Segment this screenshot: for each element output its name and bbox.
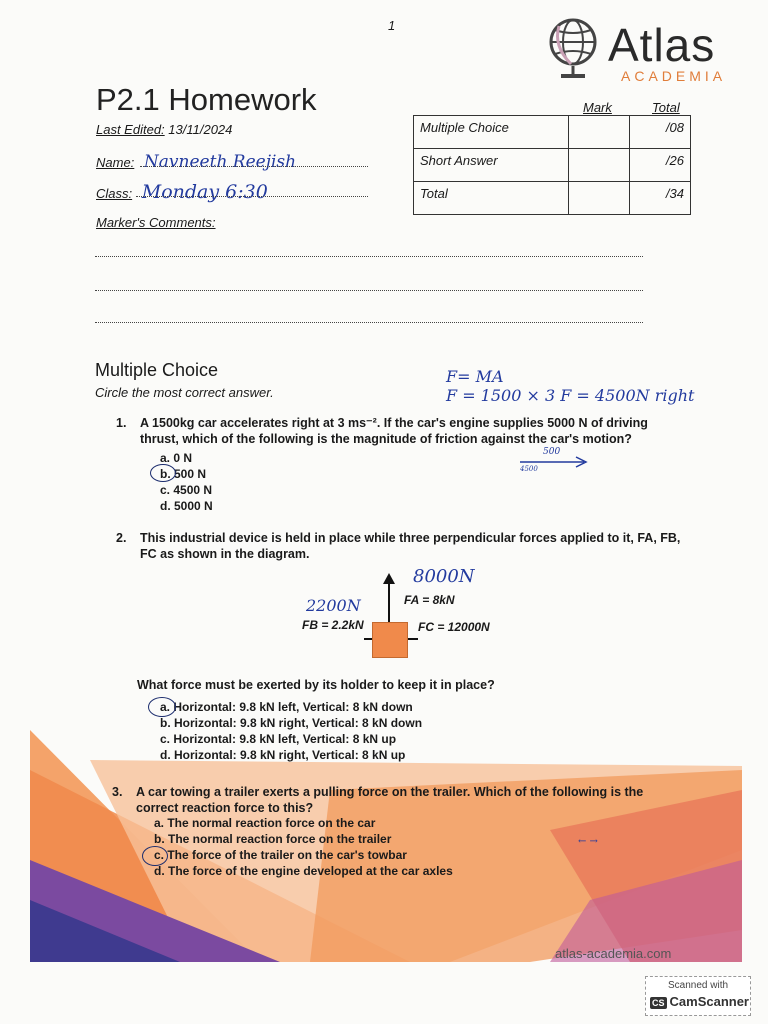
comment-line-2 xyxy=(95,290,643,291)
page-number: 1 xyxy=(388,18,396,33)
force-c-label: FC = 12000N xyxy=(418,620,490,634)
row-mark xyxy=(569,149,630,182)
answer-circle xyxy=(148,697,176,717)
force-b-label: FB = 2.2kN xyxy=(302,618,364,632)
row-total: /34 xyxy=(630,182,691,215)
last-edited-label: Last Edited: xyxy=(96,122,165,137)
atlas-logo xyxy=(545,16,745,86)
force-a-label: FA = 8kN xyxy=(404,593,455,607)
comments-label-wrap xyxy=(96,215,216,230)
answer-circle xyxy=(142,846,168,866)
name-line xyxy=(140,166,368,167)
question-2 xyxy=(116,530,691,562)
name-row xyxy=(96,152,296,172)
row-label: Total xyxy=(414,182,569,215)
footer-website[interactable]: atlas-academia.com xyxy=(555,946,672,961)
option-d[interactable]: d. 5000 N xyxy=(160,499,213,513)
camscanner-badge xyxy=(645,976,751,1016)
arrow-note-bottom: 4500 xyxy=(520,465,538,473)
page-title: P2.1 Homework xyxy=(96,82,317,117)
class-line xyxy=(136,196,368,197)
table-row xyxy=(414,149,691,182)
class-value: Monday 6:30 xyxy=(141,181,268,203)
table-row xyxy=(414,116,691,149)
question-1 xyxy=(116,415,676,447)
scanner-text: Scanned with xyxy=(668,980,729,991)
row-mark xyxy=(569,116,630,149)
question-3 xyxy=(112,784,687,816)
option-d[interactable]: d. Horizontal: 9.8 kN right, Vertical: 8 kN up xyxy=(160,748,406,762)
working-line-1: F= MA xyxy=(446,367,504,386)
option-d[interactable]: d. The force of the engine developed at the car axles xyxy=(154,864,453,878)
working-line-2: F = 1500 × 3 F = 4500N right xyxy=(446,386,695,405)
industrial-device xyxy=(372,622,408,658)
row-label: Multiple Choice xyxy=(414,116,569,149)
section-instruction: Circle the most correct answer. xyxy=(95,385,274,400)
handwritten-fb: 2200N xyxy=(306,596,361,615)
marks-table xyxy=(413,115,691,215)
option-b[interactable]: b. The normal reaction force on the trailer xyxy=(154,832,392,846)
table-row xyxy=(414,182,691,215)
option-a[interactable]: a. Horizontal: 9.8 kN left, Vertical: 8 kN down xyxy=(160,700,413,714)
question-1-options xyxy=(160,450,213,514)
comments-label: Marker's Comments: xyxy=(96,215,216,230)
option-a[interactable]: a. The normal reaction force on the car xyxy=(154,816,376,830)
camscanner-icon: CS xyxy=(652,998,665,1008)
last-edited-date: 13/11/2024 xyxy=(168,122,233,137)
answer-circle xyxy=(150,464,176,482)
class-label: Class: xyxy=(96,186,133,201)
option-b[interactable]: b. 500 N xyxy=(160,467,207,481)
total-header: Total xyxy=(652,100,680,115)
section-title: Multiple Choice xyxy=(95,360,219,380)
question-text: This industrial device is held in place while three perpendicular forces applied to it, FA, FB, FC as shown in the diagram. xyxy=(140,531,681,561)
last-edited xyxy=(96,122,232,137)
question-text: A car towing a trailer exerts a pulling force on the trailer. Which of the following is the correct reaction force to this? xyxy=(136,785,644,815)
comment-line-3 xyxy=(95,322,643,323)
question-number: 2. xyxy=(116,531,127,545)
comment-line-1 xyxy=(95,256,643,257)
question-number: 1. xyxy=(116,416,127,430)
question-3-options xyxy=(154,815,453,879)
option-c[interactable]: c. Horizontal: 9.8 kN left, Vertical: 8 kN up xyxy=(160,732,397,746)
class-row xyxy=(96,181,268,203)
globe-icon xyxy=(545,16,603,80)
option-c[interactable]: c. 4500 N xyxy=(160,483,213,497)
question-number: 3. xyxy=(112,785,123,799)
scanner-brand-row xyxy=(650,994,749,1009)
option-a[interactable]: a. 0 N xyxy=(160,451,193,465)
name-value: Navneeth Reejish xyxy=(143,152,297,172)
row-label: Short Answer xyxy=(414,149,569,182)
option-b[interactable]: b. Horizontal: 9.8 kN right, Vertical: 8 kN down xyxy=(160,716,423,730)
option-c[interactable]: c. The force of the trailer on the car's towbar xyxy=(154,848,407,862)
handwritten-fa: 8000N xyxy=(413,566,475,587)
arrow-note-top: 500 xyxy=(543,447,561,457)
logo-wordmark: Atlas xyxy=(608,19,716,71)
name-label: Name: xyxy=(96,155,135,170)
question-2-prompt: What force must be exerted by its holder to keep it in place? xyxy=(137,678,495,692)
mark-header: Mark xyxy=(583,100,612,115)
handwritten-mark: ← → xyxy=(578,836,598,847)
scanner-brand: CamScanner xyxy=(669,994,749,1009)
logo-subtitle: ACADEMIA xyxy=(621,68,727,84)
question-text: A 1500kg car accelerates right at 3 ms⁻². If the car's engine supplies 5000 N of driving thrust, which of the following is the magnitude of friction against the car's motion? xyxy=(140,416,648,446)
row-total: /08 xyxy=(630,116,691,149)
row-total: /26 xyxy=(630,149,691,182)
row-mark xyxy=(569,182,630,215)
